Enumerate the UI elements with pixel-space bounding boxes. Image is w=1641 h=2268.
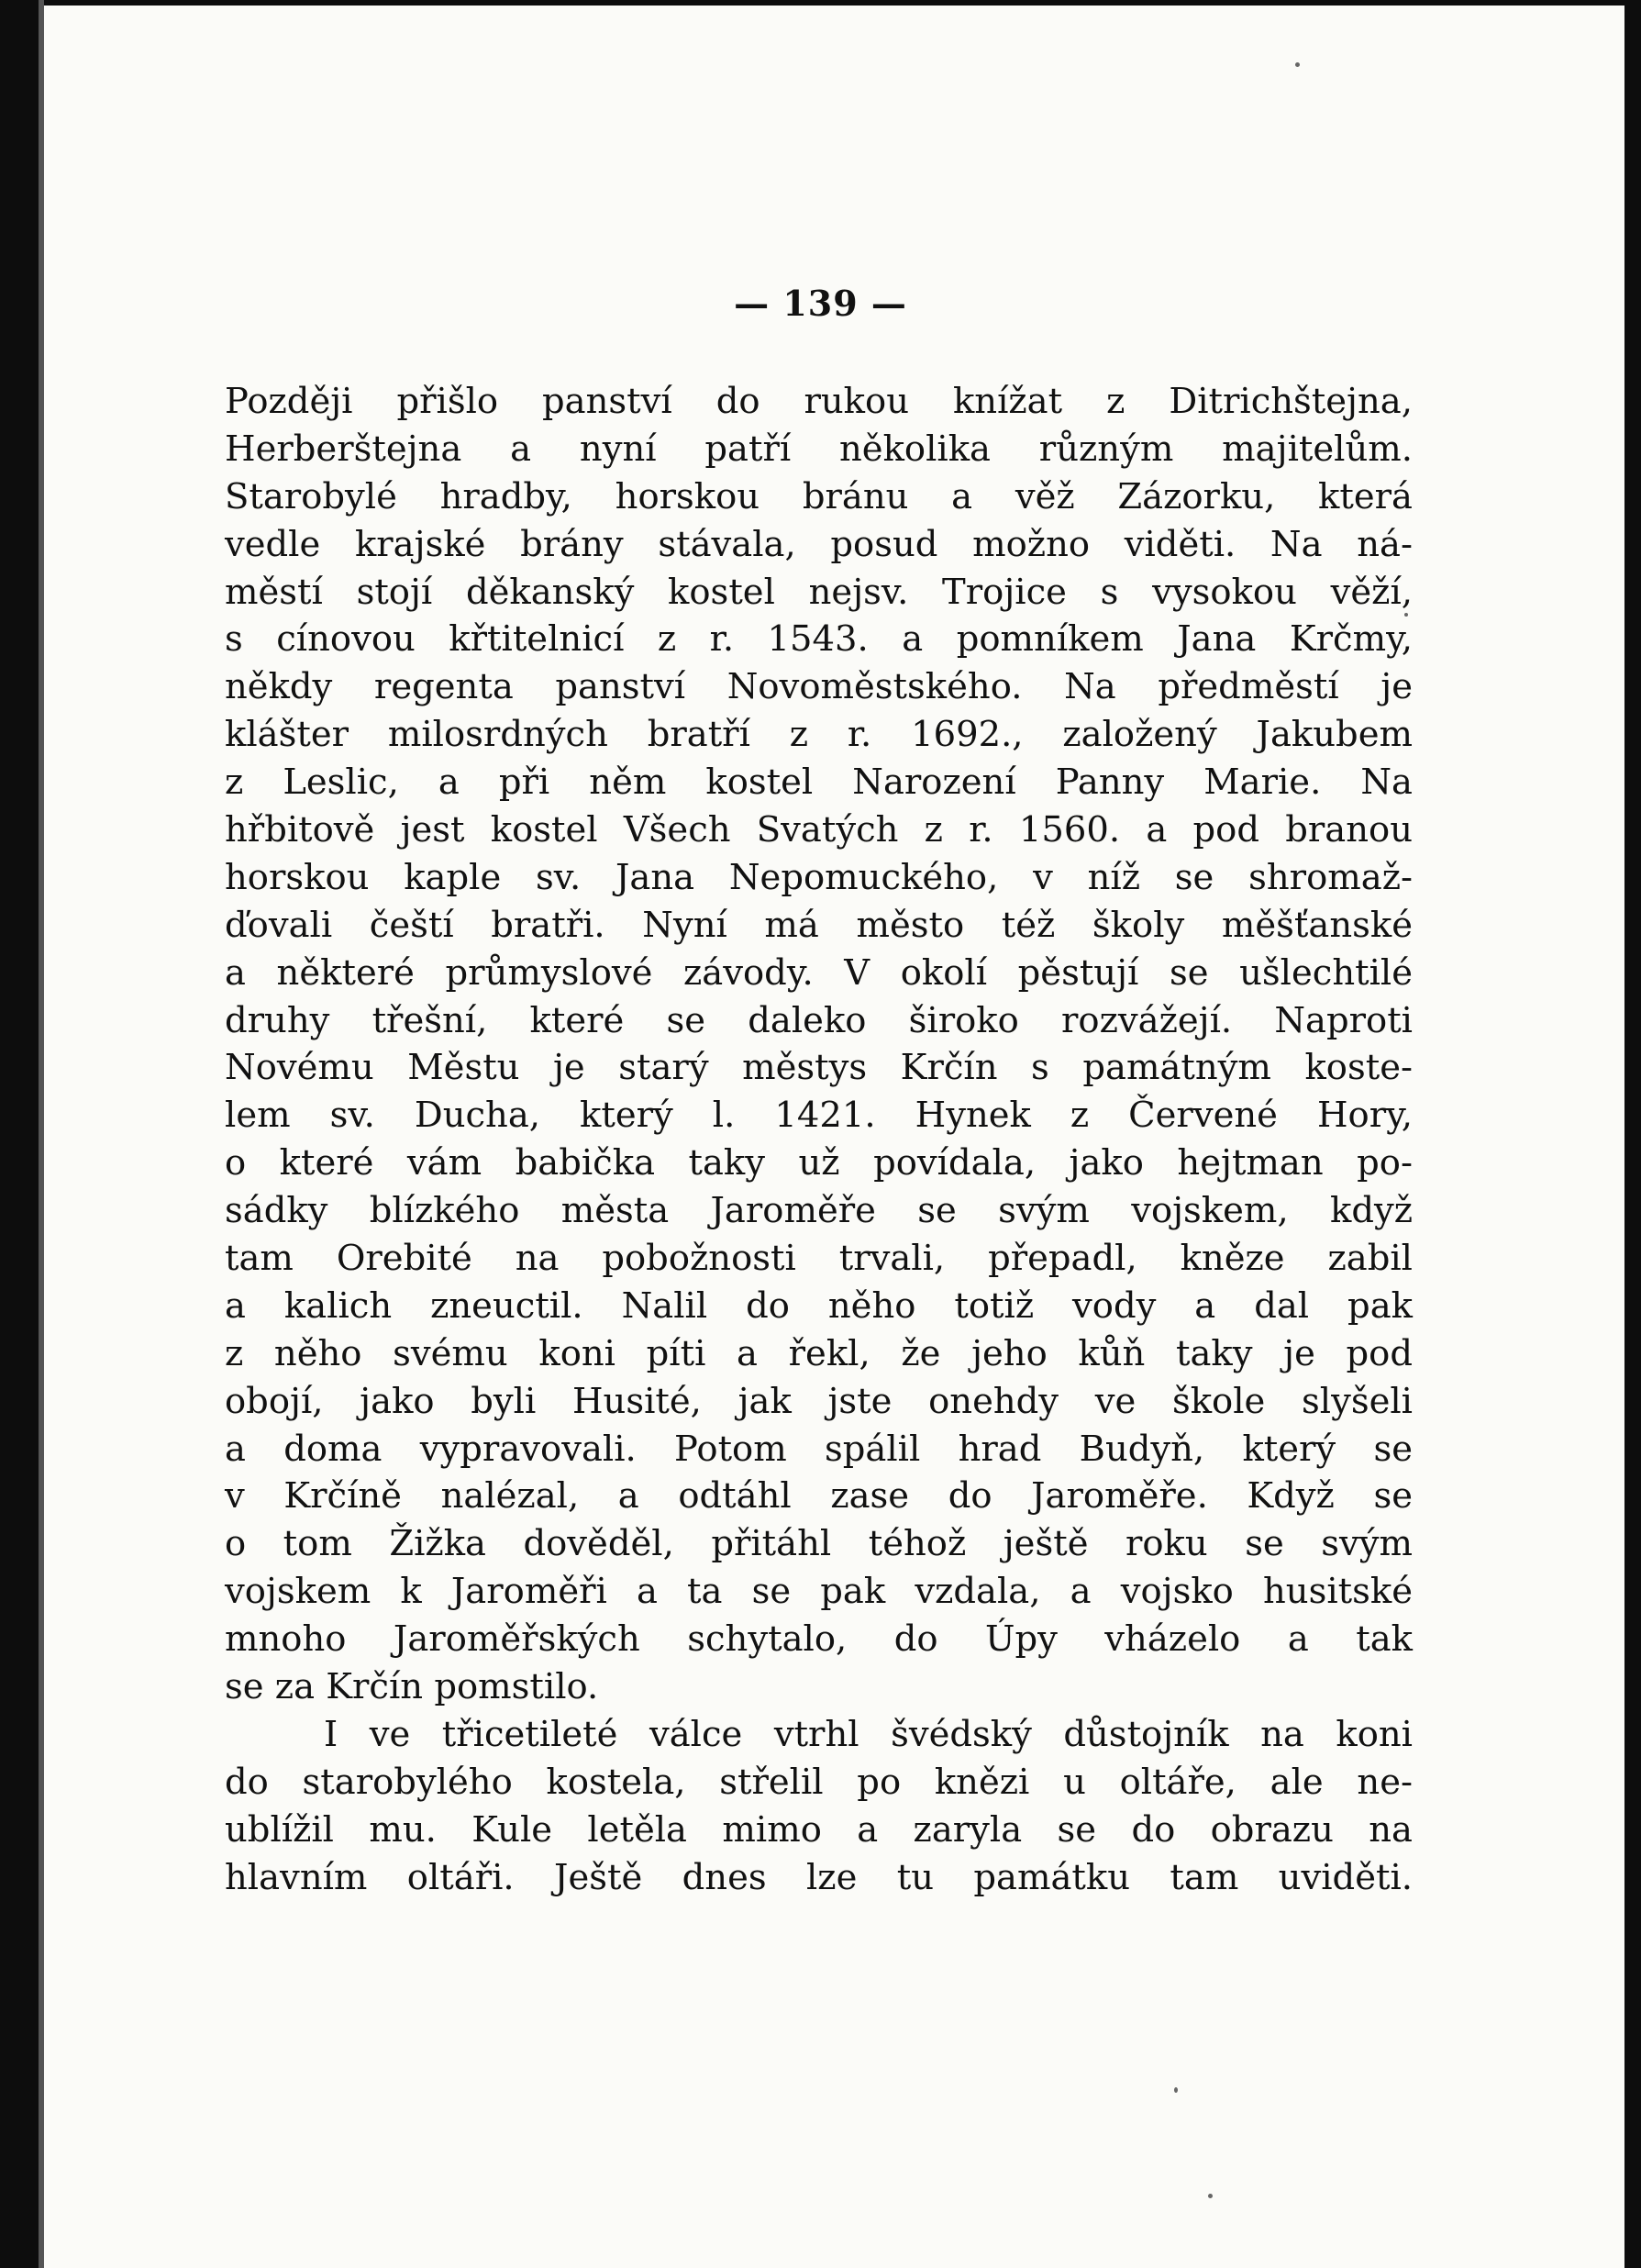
scan-speck — [1208, 2194, 1213, 2198]
text-line: Starobylé hradby, horskou bránu a věž Zázorku, která — [225, 475, 1413, 517]
scan-edge-left — [0, 0, 39, 2268]
text-line: I ve třicetileté válce vtrhl švédský důstojník na koni — [324, 1713, 1413, 1755]
text-line: mnoho Jaroměřských schytalo, do Úpy vházelo a tak — [225, 1618, 1413, 1661]
text-line: o které vám babička taky už povídala, jako hejtman po- — [225, 1142, 1413, 1184]
scan-edge-right — [1624, 0, 1641, 2268]
text-line: druhy třešní, které se daleko široko rozvážejí. Naproti — [225, 999, 1413, 1041]
text-line: ďovali čeští bratři. Nyní má město též školy měšťanské — [225, 904, 1413, 946]
text-line: tam Orebité na pobožnosti trvali, přepadl, kněze zabil — [225, 1238, 1413, 1280]
text-line: z něho svému koni píti a řekl, že jeho kůň taky je pod — [225, 1332, 1413, 1374]
scan-edge-top — [0, 0, 1641, 6]
text-line: ublížil mu. Kule letěla mimo a zaryla se do obrazu na — [225, 1808, 1413, 1851]
text-line: Novému Městu je starý městys Krčín s památným koste- — [225, 1047, 1413, 1089]
text-line: hlavním oltáři. Ještě dnes lze tu památku tam uviděti. — [225, 1856, 1413, 1898]
scan-speck — [1295, 62, 1300, 67]
body-text — [225, 378, 1413, 1902]
text-line: obojí, jako byli Husité, jak jste onehdy ve škole slyšeli — [225, 1380, 1413, 1422]
text-line: sádky blízkého města Jaroměře se svým vojskem, když — [225, 1190, 1413, 1232]
text-line: do starobylého kostela, střelil po knězi u oltáře, ale ne- — [225, 1761, 1413, 1803]
text-line: a některé průmyslové závody. V okolí pěstují se ušlechtilé — [225, 951, 1413, 994]
text-line: lem sv. Ducha, který l. 1421. Hynek z Červené Hory, — [225, 1095, 1413, 1137]
text-line: městí stojí děkanský kostel nejsv. Trojice s vysokou věží, — [225, 571, 1413, 613]
text-line: a doma vypravovali. Potom spálil hrad Budyň, který se — [225, 1428, 1413, 1470]
text-line: s cínovou křtitelnicí z r. 1543. a pomníkem Jana Krčmy, — [225, 618, 1413, 661]
scan-edge-left-shadow — [39, 0, 44, 2268]
text-line: Herberštejna a nyní patří několika různým majitelům. — [225, 428, 1413, 470]
text-line: o tom Žižka dověděl, přitáhl téhož ještě roku se svým — [225, 1523, 1413, 1565]
text-line: klášter milosrdných bratří z r. 1692., založený Jakubem — [225, 714, 1413, 756]
text-line: horskou kaple sv. Jana Nepomuckého, v níž se shromaž- — [225, 856, 1413, 898]
text-line: a kalich zneuctil. Nalil do něho totiž vody a dal pak — [225, 1284, 1413, 1327]
text-line: vedle krajské brány stávala, posud možno viděti. Na ná- — [225, 523, 1413, 565]
scan-speck — [1174, 2087, 1178, 2093]
text-line: v Krčíně nalézal, a odtáhl zase do Jaroměře. Když se — [225, 1475, 1413, 1518]
text-line: někdy regenta panství Novoměstského. Na předměstí je — [225, 666, 1413, 708]
text-line: Později přišlo panství do rukou knížat z Ditrichštejna, — [225, 381, 1413, 422]
text-line: z Leslic, a při něm kostel Narození Panny Marie. Na — [225, 762, 1413, 804]
text-line: se za Krčín pomstilo. — [225, 1666, 599, 1708]
text-line: vojskem k Jaroměři a ta se pak vzdala, a vojsko husitské — [225, 1571, 1413, 1613]
page-number: — 139 — — [734, 283, 907, 324]
text-line: hřbitově jest kostel Všech Svatých z r. 1560. a pod branou — [225, 809, 1413, 851]
